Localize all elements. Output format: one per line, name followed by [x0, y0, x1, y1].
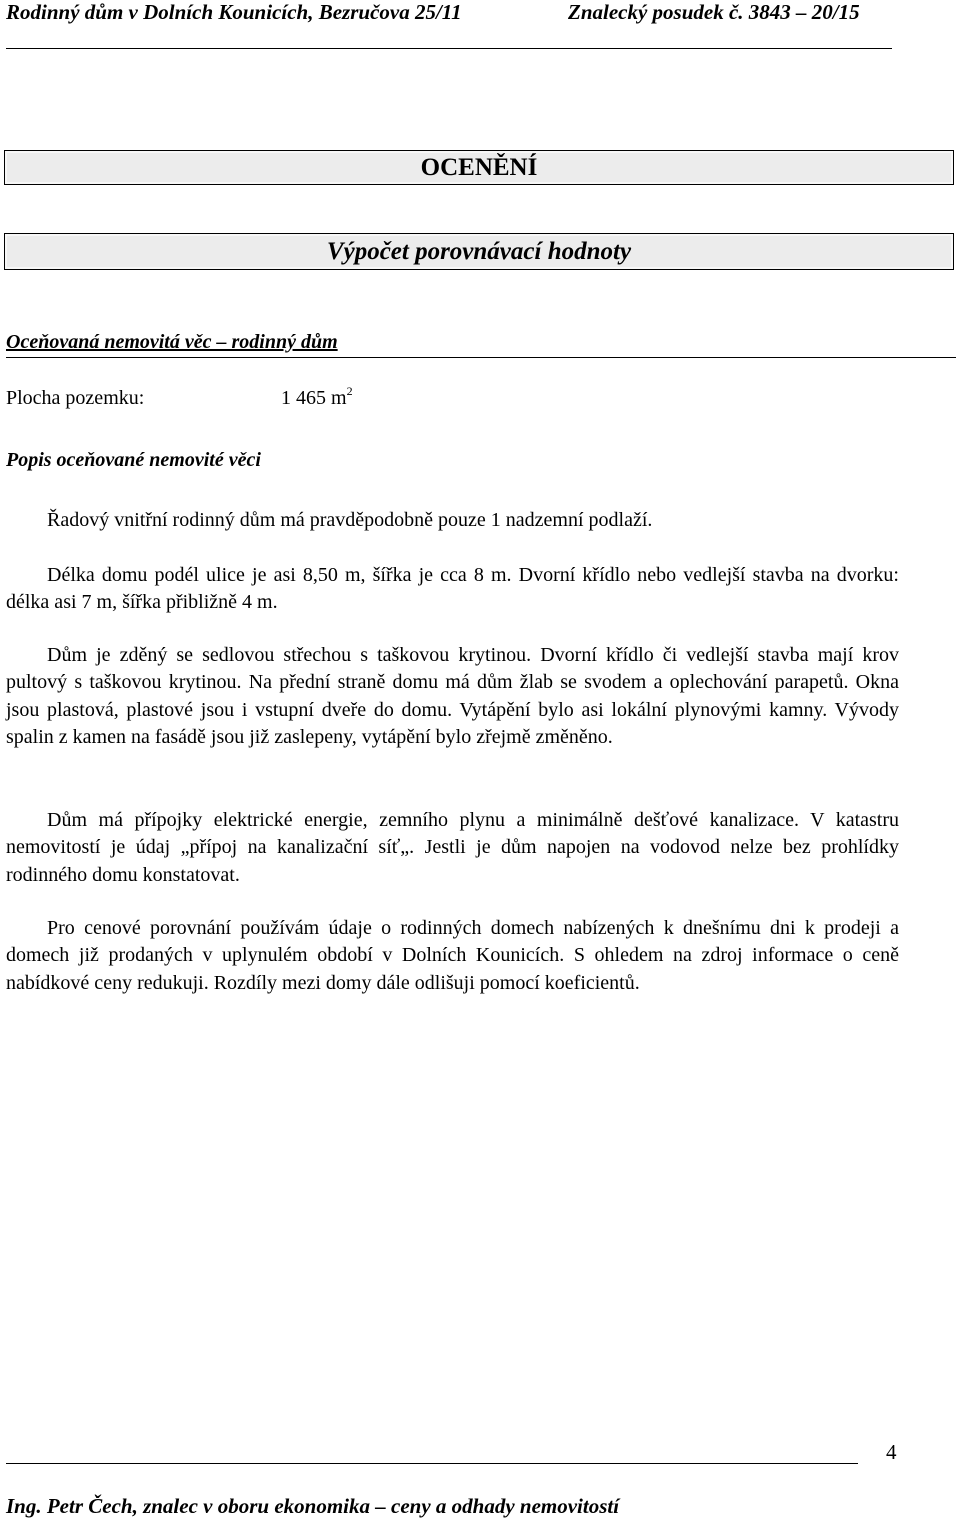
property-heading: Oceňovaná nemovitá věc – rodinný dům: [6, 331, 338, 353]
land-area-number: 1 465 m: [281, 387, 347, 409]
paragraph-comparison-method: Pro cenové porovnání používám údaje o rodinných domech nabízených k dnešnímu dni k prodeji a domech již prodaných v uplynulém období v Dolních Kounicích. S ohledem na zdroj informace o ceně nabídkové ceny redukuji. Rozdíly mezi domy dále odlišuji pomocí koeficientů.: [6, 917, 899, 994]
property-heading-underline: [6, 357, 956, 358]
footer-divider: [6, 1463, 858, 1464]
land-area-label: Plocha pozemku:: [6, 387, 145, 409]
header-address: Rodinný dům v Dolních Kounicích, Bezručova 25/11: [6, 0, 462, 24]
page-number: 4: [886, 1440, 897, 1464]
section-subtitle: Výpočet porovnávací hodnoty: [326, 237, 632, 265]
paragraph-construction: Dům je zděný se sedlovou střechou s taškovou krytinou. Dvorní křídlo či vedlejší stavba mají krov pultový s taškovou krytinou. Na přední straně domu má dům žlab se svodem a oplechování parapetů. Okna jsou plastová, plastové jsou i vstupní dveře do domu. Vytápění bylo asi lokální plynovými kamny. Vývody spalin z kamen na fasádě jsou již zaslepeny, vytápění bylo zřejmě změněno.: [6, 644, 899, 748]
header-report-number: Znalecký posudek č. 3843 – 20/15: [568, 0, 860, 24]
footer-author: Ing. Petr Čech, znalec v oboru ekonomika – ceny a odhady nemovitostí: [6, 1494, 620, 1518]
section-title: OCENĚNÍ: [420, 153, 538, 181]
land-area-unit-exponent: 2: [346, 384, 353, 398]
paragraph-utilities: Dům má přípojky elektrické energie, zemního plynu a minimálně dešťové kanalizace. V katastru nemovitostí je údaj „přípoj na kanalizační síť„. Jestli je dům napojen na vodovod nelze bez prohlídky rodinného domu konstatovat.: [6, 809, 899, 886]
land-area-value: [281, 384, 353, 410]
section-title-banner: [4, 150, 954, 185]
paragraph-dimensions: Délka domu podél ulice je asi 8,50 m, šířka je cca 8 m. Dvorní křídlo nebo vedlejší stavba na dvorku: délka asi 7 m, šířka přibližně 4 m.: [6, 564, 899, 614]
paragraph-floors: Řadový vnitřní rodinný dům má pravděpodobně pouze 1 nadzemní podlaží.: [47, 509, 653, 531]
description-heading: Popis oceňované nemovité věci: [6, 449, 261, 471]
section-subtitle-banner: [4, 233, 954, 270]
header-divider: [6, 48, 892, 49]
